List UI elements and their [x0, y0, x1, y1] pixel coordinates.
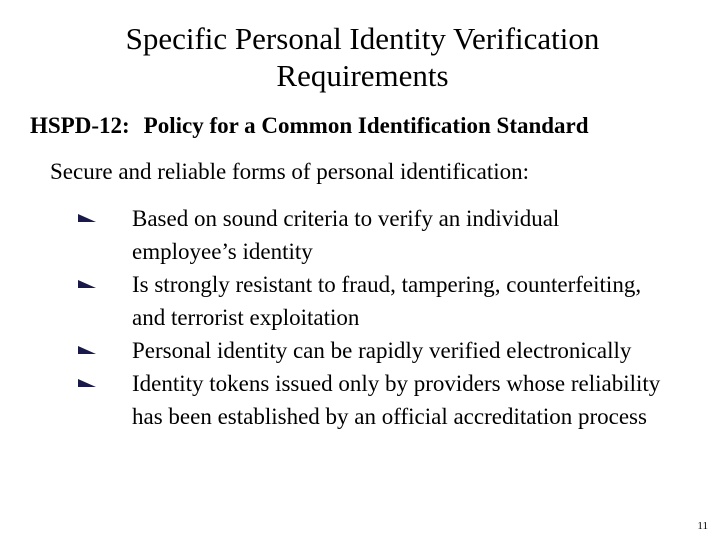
- bullet-text: Based on sound criteria to verify an individual employee’s identity: [132, 206, 560, 264]
- bullet-item: [78, 202, 662, 268]
- bullet-item: [78, 268, 662, 334]
- pennant-bullet-icon: [78, 346, 96, 355]
- subtitle-code: HSPD-12:: [30, 113, 130, 138]
- bullet-list: [78, 202, 662, 433]
- intro-text: Secure and reliable forms of personal identification:: [50, 159, 529, 184]
- bullet-text: Identity tokens issued only by providers whose reliability has been established by an official accreditation process: [132, 371, 661, 429]
- slide-subtitle: [30, 112, 589, 140]
- subtitle-text: Policy for a Common Identification Standard: [143, 113, 589, 138]
- slide-title: Specific Personal Identity Verification Requirements: [125, 21, 600, 93]
- bullet-item: [78, 334, 662, 367]
- pennant-bullet-icon: [78, 379, 96, 388]
- page-number: 11: [697, 520, 708, 532]
- pennant-bullet-icon: [78, 280, 96, 289]
- bullet-item: [78, 367, 662, 433]
- pennant-bullet-icon: [78, 214, 96, 223]
- bullet-text: Personal identity can be rapidly verified electronically: [132, 338, 632, 363]
- bullet-text: Is strongly resistant to fraud, tampering, counterfeiting, and terrorist exploitation: [132, 272, 642, 330]
